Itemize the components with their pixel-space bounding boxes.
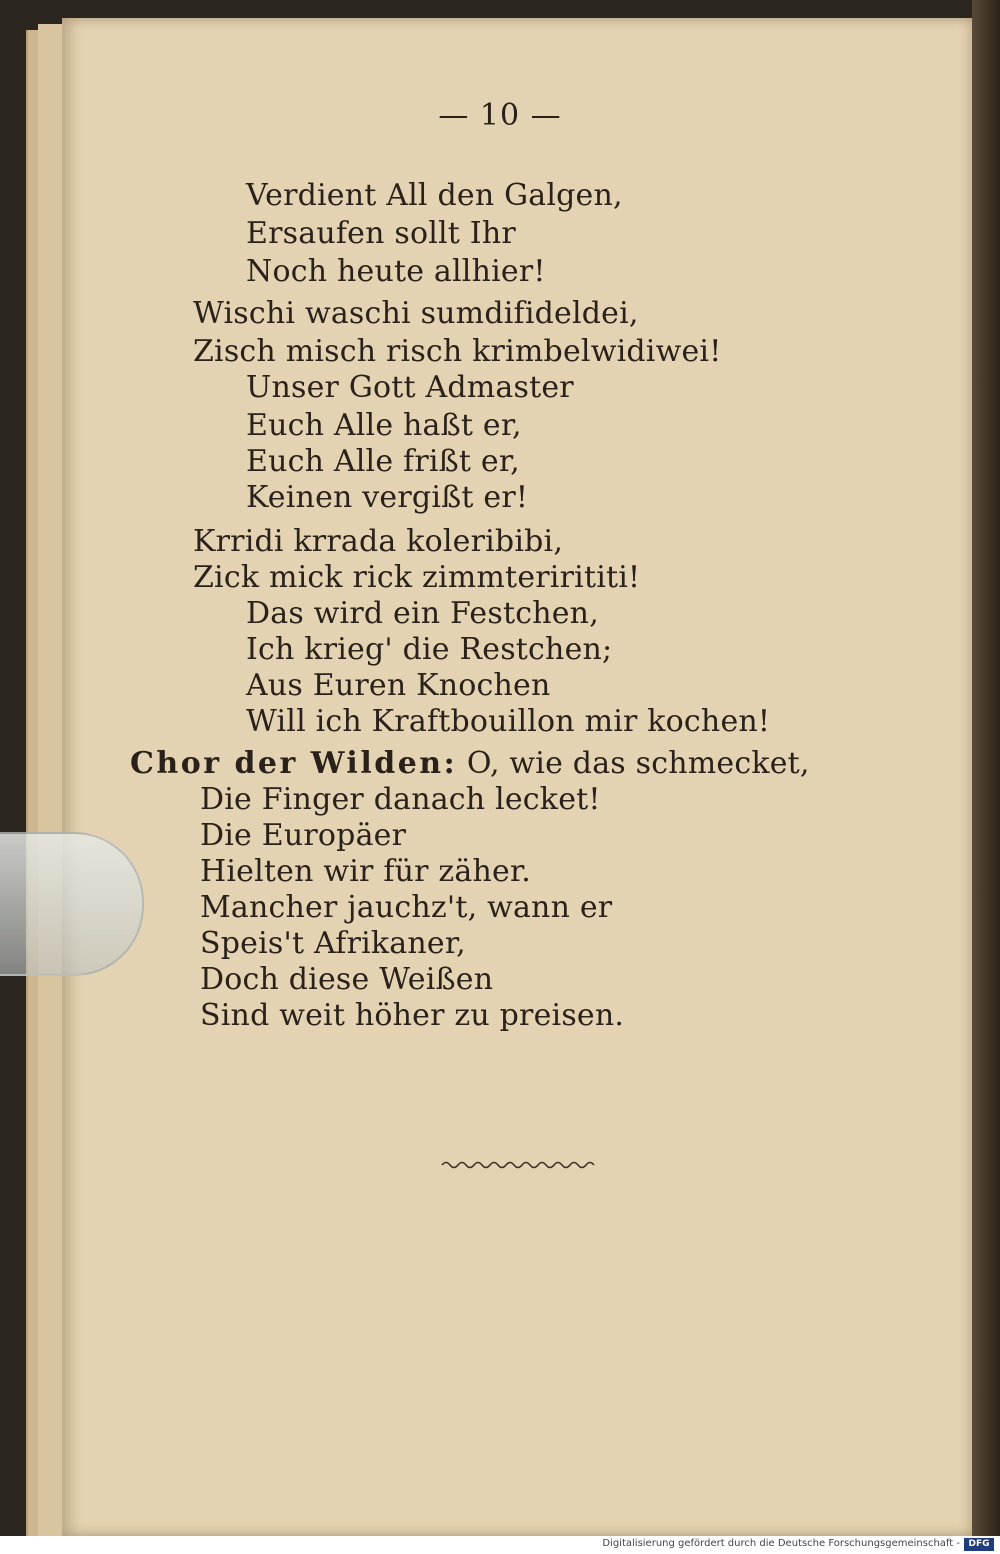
chorus-line: Die Europäer [200,818,407,853]
verse-line: Unser Gott Admaster [246,370,574,405]
chorus-line: Mancher jauchz't, wann er [200,890,613,925]
funding-credit: Digitalisierung gefördert durch die Deutsche Forschungsgemeinschaft - [602,1538,960,1549]
verse-line: Will ich Kraftbouillon mir kochen! [246,704,771,739]
verse-line: Krridi krrada koleribibi, [193,524,564,559]
chorus-speaker: Chor der Wilden: [130,746,458,781]
dfg-logo: DFG [964,1538,994,1551]
ornamental-divider [440,1158,598,1172]
verse-line: Euch Alle frißt er, [246,444,520,479]
chorus-line: Speis't Afrikaner, [200,926,466,961]
verse-line: Zisch misch risch krimbelwidiwei! [193,334,722,369]
binding-shadow [972,0,1000,1536]
glass-page-clip [0,832,144,976]
verse-line: Zick mick rick zimmterirititi! [193,560,641,595]
digitization-footer [0,1536,1000,1554]
chorus-line: Hielten wir für zäher. [200,854,531,889]
verse-line: Euch Alle haßt er, [246,408,522,443]
chorus-line: Die Finger danach lecket! [200,782,601,817]
chorus-first-line: O, wie das schmecket, [466,746,810,781]
verse-line: Wischi waschi sumdifideldei, [193,296,639,331]
verse-line: Das wird ein Festchen, [246,596,599,631]
chorus-heading [130,746,810,781]
verse-line: Ersaufen sollt Ihr [246,216,516,251]
chorus-line: Doch diese Weißen [200,962,494,997]
verse-line: Verdient All den Galgen, [246,178,623,213]
verse-line: Ich krieg' die Restchen; [246,632,613,667]
verse-line: Keinen vergißt er! [246,480,529,515]
verse-line: Aus Euren Knochen [246,668,551,703]
verse-line: Noch heute allhier! [246,254,546,289]
chorus-line: Sind weit höher zu preisen. [200,998,625,1033]
page-number: — 10 — [438,98,562,133]
